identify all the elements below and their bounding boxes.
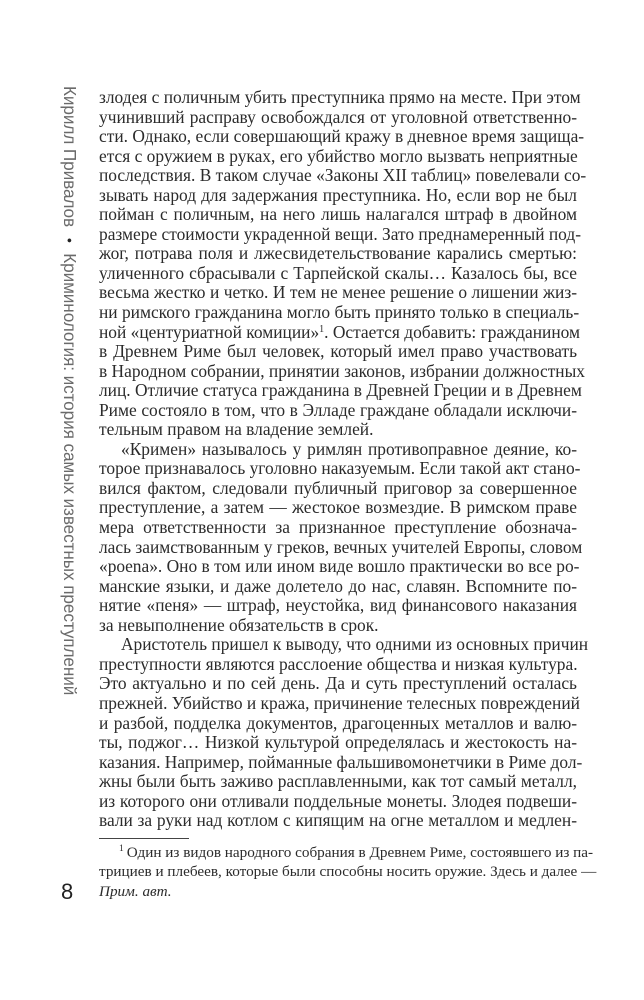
footnote-marker: 1 — [119, 844, 124, 854]
body-line: вился фактом, следовали публичный приговор за совершенное — [99, 477, 577, 498]
body-line: из которого они отливали поддельные монеты. Злодея подвеши- — [99, 790, 577, 811]
body-line: пойман с поличным, на него лишь налагался штраф в двойном — [99, 204, 577, 225]
body-line-paragraph-end: за невыполнение обязательств в срок. — [99, 614, 379, 635]
body-line: лиц. Отличие статуса гражданина в Древней Греции и в Древнем — [99, 380, 582, 401]
body-line: в Народном собрании, принятии законов, избрании должностных — [99, 360, 585, 381]
running-head — [60, 86, 80, 696]
body-line: учинивший расправу освобождался от уголовной ответственно- — [99, 106, 577, 127]
running-head-title: Криминология: история самых известных преступлений — [60, 253, 80, 696]
body-line: преступление, а затем — жестокое возмездие. В римском праве — [99, 497, 577, 518]
body-line: мера ответственности за признанное преступление обознача- — [99, 517, 577, 538]
body-line: вали за руки над котлом с кипящим на огне металлом и медлен- — [99, 810, 577, 831]
body-line: торое признавалось уголовно наказуемым. Если такой акт стано- — [99, 458, 581, 479]
footnote-line: трициев и плебеев, которые были способны носить оружие. Здесь и далее — — [99, 863, 597, 881]
body-line-text: ной «центуриатной комиции» — [99, 321, 320, 342]
body-line-text: . Остается добавить: гражданином — [324, 321, 580, 342]
body-line: размере стоимости украденной вещи. Зато преднамеренный под- — [99, 223, 582, 244]
footnote-divider — [99, 838, 189, 839]
footnote-line — [99, 843, 594, 862]
body-line: прежней. Убийство и кража, причинение телесных повреждений — [99, 692, 580, 713]
body-line: «poena». Оно в том или ином виде вошло практически во все ро- — [99, 556, 580, 577]
body-line: весьма жестко и четко. И тем не менее решение о лишении жиз- — [99, 282, 577, 303]
body-line: ни римского гражданина могло быть принято только в специаль- — [99, 302, 580, 323]
body-line: злодея с поличным убить преступника прямо на месте. При этом — [99, 87, 581, 107]
body-line: нятие «пеня» — штраф, неустойка, вид финансового наказания — [99, 595, 577, 616]
body-line: преступности являются расслоение общества и низкая культура. — [99, 653, 578, 674]
body-line: ты, поджог… Низкой культурой определялась и жестокость на- — [99, 732, 577, 753]
body-line-paragraph-start: «Кримен» называлось у римлян противоправное деяние, ко- — [121, 438, 577, 459]
footnote — [99, 843, 597, 901]
body-line: в Древнем Риме был человек, который имел право участвовать — [99, 341, 577, 362]
footnote-reference[interactable]: 1 — [319, 323, 325, 335]
body-line-with-footnote-ref — [99, 321, 580, 343]
running-head-separator: • — [62, 237, 78, 243]
body-line: сти. Однако, если совершающий кражу в дневное время защища- — [99, 126, 585, 147]
page-number: 8 — [61, 879, 74, 904]
footnote-text: Один из видов народного собрания в Древнем Риме, состоявшего из па- — [126, 844, 594, 861]
footnote-line-author-note: Прим. авт. — [99, 882, 172, 900]
body-line: ется с оружием в руках, его убийство могло вызвать неприятные — [99, 145, 578, 166]
body-line: последствия. В таком случае «Законы XII таблиц» повелевали со- — [99, 165, 587, 186]
body-line: жог, потрава поля и лжесвидетельствование карались смертью: — [99, 243, 577, 264]
body-line: лась заимствованным у греков, вечных учителей Европы, словом — [99, 536, 583, 557]
body-line: Это актуально и по сей день. Да и суть преступлений осталась — [99, 673, 577, 694]
body-line-paragraph-start: Аристотель пришел к выводу, что одними из основных причин — [121, 634, 589, 655]
body-line: зывать народ для задержания преступника. Но, если вор не был — [99, 184, 577, 205]
body-line-paragraph-end: тельным правом на владение землей. — [99, 419, 374, 440]
body-text — [99, 87, 589, 831]
body-line: и разбой, подделка документов, драгоценных металлов и валю- — [99, 712, 577, 733]
body-line: казания. Например, пойманные фальшивомонетчики в Риме дол- — [99, 751, 583, 772]
body-line: манские языки, и даже долетело до нас, славян. Вспомните по- — [99, 575, 577, 596]
body-line: Риме состояло в том, что в Элладе граждане обладали исключи- — [99, 399, 577, 420]
body-line: уличенного сбрасывали с Тарпейской скалы… Казалось бы, все — [99, 262, 577, 283]
running-head-author: Кирилл Привалов — [60, 86, 80, 228]
body-line: жны были быть заживо расплавленными, как тот самый металл, — [99, 771, 577, 792]
